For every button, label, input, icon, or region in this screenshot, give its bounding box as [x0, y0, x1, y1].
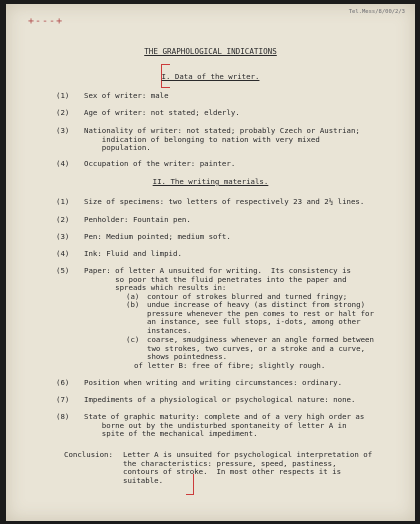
item-text: Sex of writer: male [84, 91, 169, 100]
conclusion-text: Letter A is unsuited for psychological interpretation of the characteristics: pressure, speed, pastiness, contours of stroke. In most other respects it is suitable. [123, 450, 373, 485]
item-text: Position when writing and writing circumstances: ordinary. [84, 378, 343, 387]
section-heading-writing-materials: II. The writing materials. [152, 177, 269, 186]
item-number: (1) [56, 91, 70, 100]
item-text: Impediments of a physiological or psychological nature: none. [84, 395, 356, 404]
item-text: Age of writer: not stated; elderly. [84, 108, 240, 117]
subitem-text: coarse, smudginess whenever an angle formed between two strokes, two curves, or a stroke and a curve, shows pointedness. [147, 335, 374, 362]
item-text: Ink: Fluid and limpid. [84, 249, 182, 258]
item-number: (8) [56, 412, 70, 421]
item-number: (4) [56, 249, 70, 258]
subitem-label: (c) [126, 335, 140, 344]
subitem-label: (b) [126, 300, 140, 309]
red-corner-mark [186, 474, 194, 495]
item-number: (3) [56, 232, 70, 241]
item-text: State of graphic maturity: complete and of a very high order as borne out by the undisturbed spontaneity of letter A in spite of the mechanical impediment. [84, 412, 365, 439]
section-heading-data-of-writer: I. Data of the writer. [161, 72, 260, 81]
item-number: (2) [56, 108, 70, 117]
item-text: Nationality of writer: not stated; probably Czech or Austrian; indication of belonging to nation with very mixed population. [84, 126, 360, 153]
subitem-label: (a) [126, 292, 140, 301]
item-number: (6) [56, 378, 70, 387]
item-number: (7) [56, 395, 70, 404]
document-page [6, 4, 415, 521]
subitem-text: contour of strokes blurred and turned fringy; [147, 292, 348, 301]
corner-mark: +---+ [28, 16, 64, 27]
item-text: Paper: of letter A unsuited for writing. Its consistency is so poor that the fluid penetrates into the paper and spreads which results in: [84, 266, 351, 293]
subitem-text: undue increase of heavy (as distinct from strong) pressure whenever the pen comes to rest or halt for an instance, see full stops, i-dots, among other instances. [147, 300, 374, 335]
document-title: THE GRAPHOLOGICAL INDICATIONS [144, 47, 277, 56]
item-number: (1) [56, 197, 70, 206]
item-number: (3) [56, 126, 70, 135]
item-text: Occupation of the writer: painter. [84, 159, 236, 168]
item-number: (5) [56, 266, 70, 275]
item-text: Size of specimens: two letters of respectively 23 and 2½ lines. [84, 197, 365, 206]
item-number: (2) [56, 215, 70, 224]
conclusion-label: Conclusion: [64, 450, 113, 459]
letter-b-note: of letter B: free of fibre; slightly rough. [134, 361, 326, 370]
reference-number: Tel.Mess/8/00/2/3 [348, 9, 405, 15]
item-text: Pen: Medium pointed; medium soft. [84, 232, 231, 241]
item-number: (4) [56, 159, 70, 168]
item-text: Penholder: Fountain pen. [84, 215, 191, 224]
